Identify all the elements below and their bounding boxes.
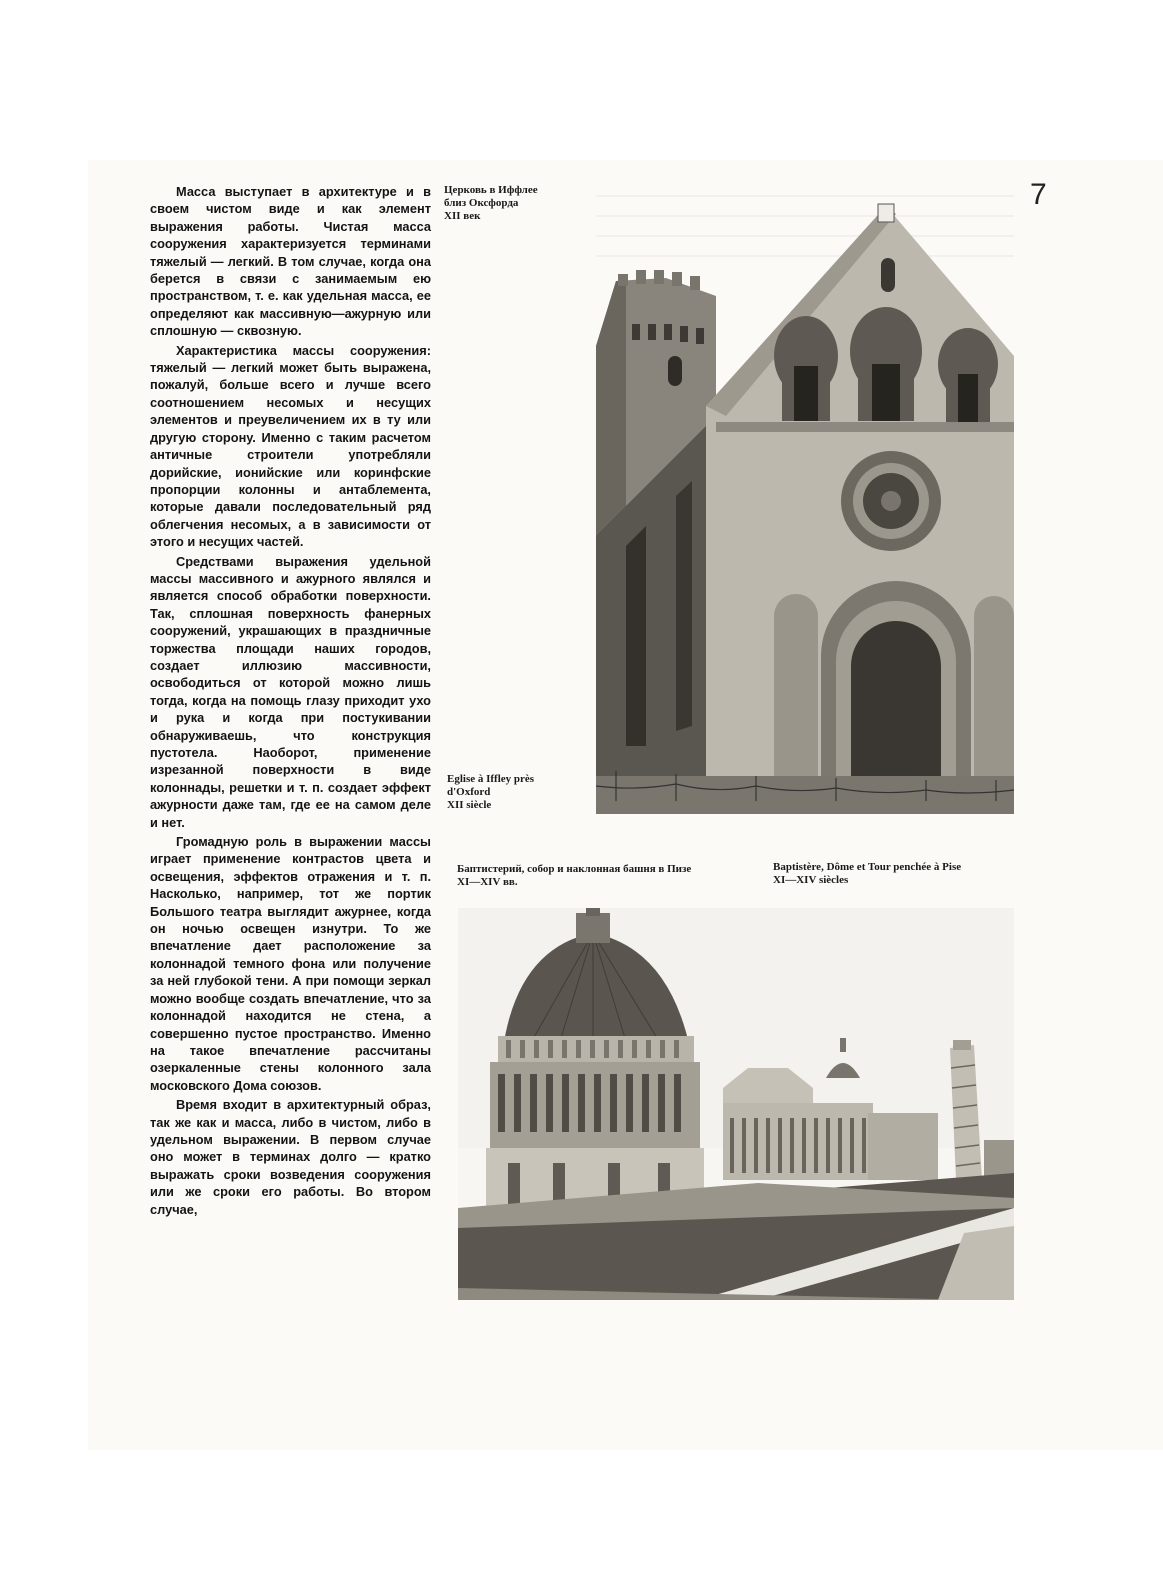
- body-text-column: [150, 183, 431, 1220]
- caption-line: Baptistère, Dôme et Tour penchée à Pise: [773, 861, 962, 873]
- body-paragraph-1: Масса выступает в архитектуре и в своем чистом виде и как элемент выражения работы. Чистая масса сооружения характеризуется терминами тяжелый — легкий. В том случае, когда она берется в связи с занимаемым ею пространством, т. е. как удельная масса, ее определяют как массивную—ажурную или сплошную — сквозную.: [150, 184, 431, 339]
- caption-line: XI—XIV siècles: [773, 874, 849, 886]
- caption-line: Баптистерий, собор и наклонная башня в Пизе: [457, 863, 692, 875]
- caption-line: Церковь в Иффлее: [444, 184, 538, 196]
- caption-line: Eglise à Iffley près: [447, 773, 535, 785]
- body-paragraph-4: Громадную роль в выражении массы играет применение контрастов цвета и освещения, эффектов отражения и т. п. Насколько, например, тот же портик Большого театра выглядит ажурнее, когда он ночью освещен изнутри. То же впечатление дает расположение за колоннадой темного фона или получение за ней глубокой тени. А при помощи зеркал можно вообще создать впечатление, что за колоннадой находится не стена, а совершенно пустое пространство. Именно на такое впечатление рассчитаны озеркаленные стены колонного зала московского Дома союзов.: [150, 834, 431, 1093]
- caption-iffley-russian: [444, 184, 538, 223]
- body-paragraph-3: Средствами выражения удельной массы массивного и ажурного являлся и является способ обработки поверхности. Так, сплошная поверхность фанерных сооружений, украшающих в праздничные торжества площади наших городов, создает иллюзию массивности, освободиться от которой можно лишь тогда, когда на помощь глазу приходит ухо и рука и когда при постукивании обнаруживаешь, что конструкция пустотела. Наоборот, применение изрезанной поверхности в виде колоннады, решетки и т. п. создает эффект ажурности даже там, где ее на самом деле и нет.: [150, 553, 431, 830]
- caption-line: близ Оксфорда: [444, 197, 519, 209]
- body-paragraph-5: Время входит в архитектурный образ, так же как и масса, либо в чистом, либо в удельном выражении. В первом случае оно может в терминах долго — кратко выражать сроки возведения сооружения или же сроки его работы. Во втором случае,: [150, 1097, 431, 1217]
- photo-pisa-ensemble: [458, 908, 1014, 1300]
- caption-line: XI—XIV вв.: [457, 876, 518, 888]
- page-number: 7: [1030, 178, 1047, 211]
- caption-line: XII век: [444, 210, 481, 222]
- caption-line: XII siècle: [447, 799, 492, 811]
- caption-line: d'Oxford: [447, 786, 491, 798]
- caption-pisa-french: [773, 861, 961, 887]
- body-paragraph-2: Характеристика массы сооружения: тяжелый — легкий может быть выражена, пожалуй, больше всего и лучше всего соотношением несомых и несущих элементов и преувеличением их в ту или другую сторону. Именно с таким расчетом античные строители употребляли дорийские, ионийские или коринфские пропорции колонны и антаблемента, которые давали последовательный ряд облегчения несомых, а в зависимости от этого и несущих частей.: [150, 342, 431, 550]
- caption-iffley-french: [447, 773, 534, 812]
- caption-pisa-russian: [457, 863, 691, 889]
- photo-iffley-church: [596, 186, 1014, 814]
